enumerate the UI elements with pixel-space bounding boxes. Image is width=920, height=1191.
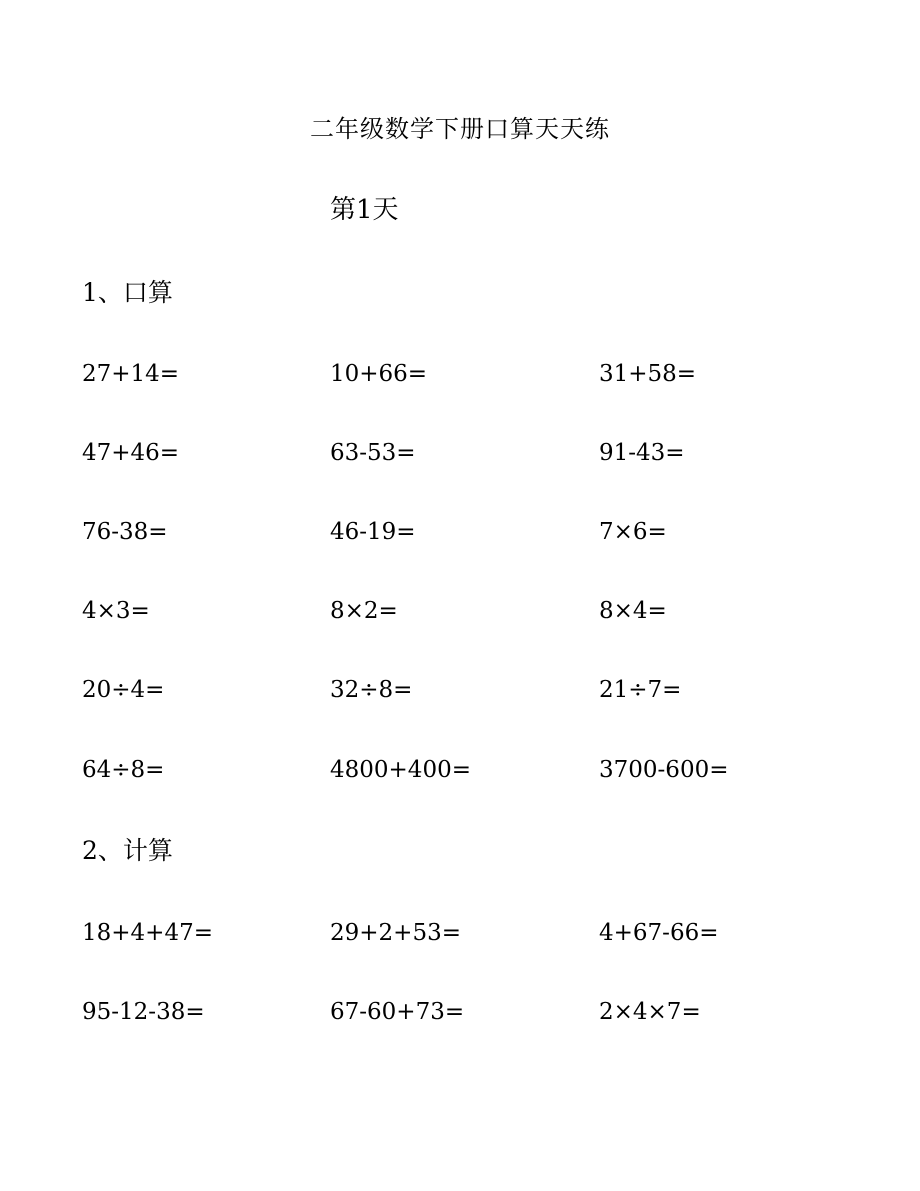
problem: 47+46= [82, 440, 180, 466]
problem-row [0, 994, 920, 1030]
section-heading-calculation: 2、计算 [82, 836, 173, 865]
problem: 8×2= [330, 598, 398, 624]
section-heading-oral-calculation: 1、口算 [82, 278, 173, 307]
problem: 18+4+47= [82, 920, 213, 946]
problem-row [0, 514, 920, 550]
problem: 67-60+73= [330, 999, 465, 1025]
problem: 2×4×7= [599, 999, 701, 1025]
problem: 27+14= [82, 361, 180, 387]
day-label: 第1天 [330, 195, 399, 225]
problem: 4+67-66= [599, 920, 719, 946]
problem: 32÷8= [330, 677, 413, 703]
problem: 31+58= [599, 361, 697, 387]
problem-row [0, 915, 920, 951]
problem-row [0, 593, 920, 629]
problem: 46-19= [330, 519, 416, 545]
problem: 95-12-38= [82, 999, 205, 1025]
problem: 4800+400= [330, 757, 471, 783]
problem: 7×6= [599, 519, 667, 545]
problem-row [0, 752, 920, 788]
problem: 8×4= [599, 598, 667, 624]
problem: 76-38= [82, 519, 168, 545]
problem: 4×3= [82, 598, 150, 624]
problem: 63-53= [330, 440, 416, 466]
problem: 20÷4= [82, 677, 165, 703]
problem: 91-43= [599, 440, 685, 466]
problem: 21÷7= [599, 677, 682, 703]
problem: 64÷8= [82, 757, 165, 783]
problem: 10+66= [330, 361, 428, 387]
problem: 3700-600= [599, 757, 729, 783]
page-title: 二年级数学下册口算天天练 [310, 115, 610, 143]
problem: 29+2+53= [330, 920, 461, 946]
problem-row [0, 672, 920, 708]
problem-row [0, 435, 920, 471]
problem-row [0, 356, 920, 392]
